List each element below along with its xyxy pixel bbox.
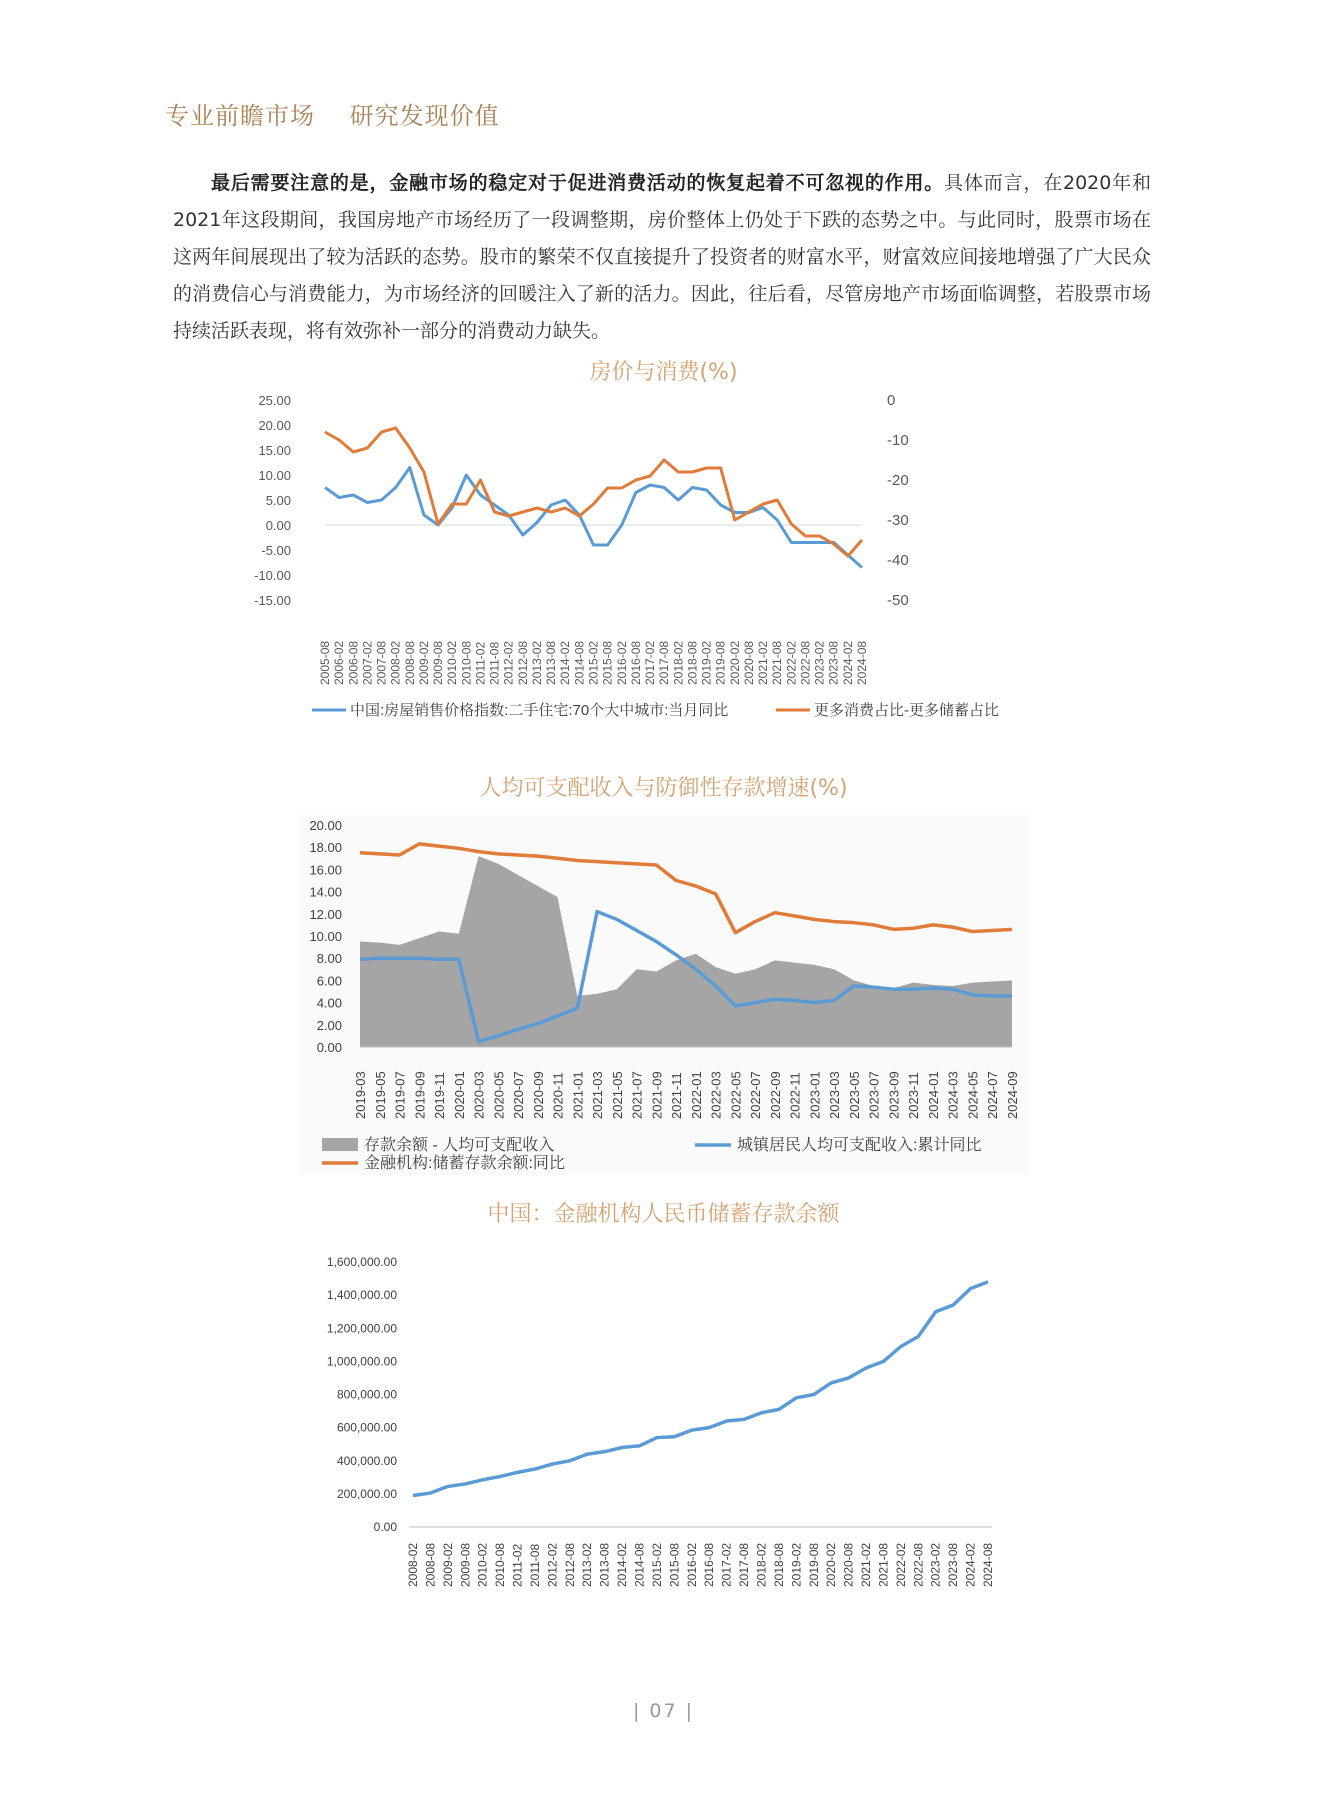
header-right: 研究发现价值 xyxy=(349,102,500,130)
x-tick: 2015-02 xyxy=(586,640,601,685)
y-tick: 1,000,000.00 xyxy=(326,1354,397,1369)
series-line-0 xyxy=(325,468,862,568)
x-tick: 2019-02 xyxy=(699,640,714,685)
y-right-tick: -50 xyxy=(887,592,909,609)
x-tick: 2011-02 xyxy=(473,641,488,685)
y-tick: 4.00 xyxy=(316,995,342,1011)
x-tick: 2014-02 xyxy=(558,640,573,685)
x-tick: 2016-02 xyxy=(684,1542,699,1587)
y-right-tick: -40 xyxy=(887,552,909,569)
x-tick: 2019-07 xyxy=(392,1071,408,1119)
legend-label: 城镇居民人均可支配收入:累计同比 xyxy=(737,1137,982,1154)
x-tick: 2009-02 xyxy=(440,1542,455,1587)
x-tick: 2013-08 xyxy=(544,640,559,685)
x-tick: 2021-02 xyxy=(859,1542,874,1587)
y-right-tick: -10 xyxy=(887,432,909,449)
x-tick: 2012-08 xyxy=(515,640,530,685)
x-tick: 2018-08 xyxy=(771,1542,786,1587)
y-tick: 16.00 xyxy=(309,862,342,878)
y-tick: 1,200,000.00 xyxy=(326,1321,397,1336)
x-tick: 2017-02 xyxy=(719,1542,734,1587)
y-right-tick: -30 xyxy=(887,512,909,529)
x-tick: 2007-02 xyxy=(360,640,375,685)
y-tick: 6.00 xyxy=(316,973,342,989)
x-tick: 2024-08 xyxy=(981,1542,995,1587)
x-tick: 2024-05 xyxy=(965,1071,981,1119)
y-tick: 600,000.00 xyxy=(336,1420,397,1435)
y-tick: 8.00 xyxy=(316,951,342,967)
x-tick: 2017-08 xyxy=(657,640,672,685)
y-left-tick: 15.00 xyxy=(258,443,291,458)
x-tick: 2024-07 xyxy=(985,1071,1001,1119)
legend-label: 金融机构:储蓄存款余额:同比 xyxy=(364,1155,565,1172)
chart1-housing-consumption xyxy=(254,385,1060,725)
x-tick: 2020-05 xyxy=(491,1071,507,1119)
x-tick: 2022-09 xyxy=(767,1071,783,1119)
x-tick: 2020-02 xyxy=(824,1542,839,1587)
x-tick: 2020-02 xyxy=(727,640,742,685)
y-left-tick: 0.00 xyxy=(265,518,291,533)
x-tick: 2006-08 xyxy=(346,640,361,685)
body-paragraph xyxy=(173,165,1151,350)
savings-balance-line xyxy=(413,1282,988,1496)
x-tick: 2024-02 xyxy=(840,640,855,685)
y-tick: 1,600,000.00 xyxy=(326,1255,397,1269)
paragraph-bold: 最后需要注意的是，金融市场的稳定对于促进消费活动的恢复起着不可忽视的作用。 xyxy=(211,172,945,194)
x-tick: 2017-02 xyxy=(643,640,658,685)
chart1-title: 房价与消费(%) xyxy=(589,360,738,385)
x-tick: 2021-02 xyxy=(756,640,771,685)
series-line-1 xyxy=(325,428,862,556)
x-tick: 2023-07 xyxy=(866,1071,882,1119)
x-tick: 2019-08 xyxy=(806,1542,821,1587)
x-tick: 2021-03 xyxy=(590,1071,606,1119)
x-tick: 2020-07 xyxy=(511,1071,527,1119)
x-tick: 2009-02 xyxy=(416,640,431,685)
x-tick: 2012-02 xyxy=(501,640,516,685)
y-tick: 12.00 xyxy=(309,906,342,922)
y-tick: 18.00 xyxy=(309,840,342,856)
x-tick: 2021-11 xyxy=(669,1072,685,1119)
y-left-tick: 5.00 xyxy=(265,493,291,508)
x-tick: 2019-09 xyxy=(412,1071,428,1119)
x-tick: 2022-05 xyxy=(728,1071,744,1119)
x-tick: 2022-03 xyxy=(708,1071,724,1119)
x-tick: 2008-08 xyxy=(402,640,417,685)
x-tick: 2020-11 xyxy=(550,1072,566,1119)
x-tick: 2024-01 xyxy=(925,1071,941,1119)
x-tick: 2006-02 xyxy=(332,640,347,685)
x-tick: 2022-11 xyxy=(787,1072,803,1119)
x-tick: 2017-08 xyxy=(737,1542,752,1587)
x-tick: 2022-02 xyxy=(893,1542,908,1587)
x-tick: 2022-08 xyxy=(798,640,813,685)
chart2-title: 人均可支配收入与防御性存款增速(%) xyxy=(479,776,848,801)
paragraph-rest: 具体而言，在2020年和2021年这段期间，我国房地产市场经历了一段调整期，房价整体上仍处于下跌的态势之中。与此同时，股票市场在这两年间展现出了较为活跃的态势。股市的繁荣不仅直接提升了投资者的财富水平，财富效应间接地增强了广大民众的消费信心与消费能力，为市场经济的回暖注入了新的活力。因此，往后看，尽管房地产市场面临调整，若股票市场持续活跃表现，将有效弥补一部分的消费动力缺失。 xyxy=(173,172,1151,342)
x-tick: 2007-08 xyxy=(374,640,389,685)
chart3-title: 中国：金融机构人民币储蓄存款余额 xyxy=(487,1202,840,1227)
y-tick: 14.00 xyxy=(309,884,342,900)
y-tick: 400,000.00 xyxy=(336,1453,397,1468)
x-tick: 2019-08 xyxy=(713,640,728,685)
x-tick: 2015-08 xyxy=(667,1542,682,1587)
x-tick: 2012-02 xyxy=(545,1542,560,1587)
y-left-tick: -15.00 xyxy=(254,593,291,608)
header-left: 专业前瞻市场 xyxy=(165,102,315,130)
legend-label: 中国:房屋销售价格指数:二手住宅:70个大中城市:当月同比 xyxy=(350,702,729,719)
x-tick: 2016-08 xyxy=(702,1542,717,1587)
x-tick: 2023-08 xyxy=(826,640,841,685)
x-tick: 2023-02 xyxy=(928,1542,943,1587)
x-tick: 2013-02 xyxy=(529,640,544,685)
x-tick: 2009-08 xyxy=(431,640,446,685)
x-tick: 2018-08 xyxy=(685,640,700,685)
x-tick: 2013-08 xyxy=(597,1542,612,1587)
x-tick: 2005-08 xyxy=(318,640,332,685)
x-tick: 2023-11 xyxy=(906,1072,922,1119)
x-tick: 2024-03 xyxy=(945,1071,961,1119)
x-tick: 2010-02 xyxy=(445,640,460,685)
x-tick: 2011-02 xyxy=(510,1543,525,1587)
y-left-tick: 20.00 xyxy=(258,418,291,433)
x-tick: 2021-07 xyxy=(629,1071,645,1119)
y-tick: 2.00 xyxy=(316,1017,342,1033)
y-tick: 200,000.00 xyxy=(336,1486,397,1501)
x-tick: 2023-05 xyxy=(846,1071,862,1119)
x-tick: 2013-02 xyxy=(580,1542,595,1587)
chart2-income-deposit xyxy=(300,815,1030,1175)
x-tick: 2024-02 xyxy=(963,1542,978,1587)
x-tick: 2018-02 xyxy=(671,640,686,685)
x-tick: 2024-08 xyxy=(855,640,869,685)
x-tick: 2016-08 xyxy=(628,640,643,685)
x-tick: 2008-02 xyxy=(406,1542,420,1587)
x-tick: 2023-03 xyxy=(827,1071,843,1119)
y-tick: 800,000.00 xyxy=(336,1387,397,1402)
y-tick: 1,400,000.00 xyxy=(326,1288,397,1303)
x-tick: 2021-08 xyxy=(876,1542,891,1587)
y-tick: 20.00 xyxy=(309,818,342,833)
x-tick: 2022-07 xyxy=(748,1071,764,1119)
x-tick: 2014-08 xyxy=(572,640,587,685)
y-left-tick: 25.00 xyxy=(258,393,291,408)
x-tick: 2022-08 xyxy=(911,1542,926,1587)
x-tick: 2020-08 xyxy=(841,1542,856,1587)
x-tick: 2014-08 xyxy=(632,1542,647,1587)
y-left-tick: 10.00 xyxy=(258,468,291,483)
x-tick: 2019-03 xyxy=(353,1071,368,1119)
page-header xyxy=(165,96,526,131)
legend-label: 存款余额 - 人均可支配收入 xyxy=(364,1137,555,1154)
x-tick: 2010-08 xyxy=(459,640,474,685)
x-tick: 2010-08 xyxy=(493,1542,508,1587)
x-tick: 2023-02 xyxy=(812,640,827,685)
x-tick: 2020-09 xyxy=(530,1071,546,1119)
x-tick: 2010-02 xyxy=(475,1542,490,1587)
y-tick: 0.00 xyxy=(316,1040,342,1055)
y-left-tick: -5.00 xyxy=(261,543,291,558)
x-tick: 2015-08 xyxy=(600,640,615,685)
y-tick: 10.00 xyxy=(309,929,342,944)
legend-label: 更多消费占比-更多储蓄占比 xyxy=(814,702,999,719)
x-tick: 2022-02 xyxy=(784,640,799,685)
x-tick: 2021-01 xyxy=(570,1071,586,1119)
x-tick: 2019-02 xyxy=(789,1542,804,1587)
page-number: | 07 | xyxy=(632,1700,695,1722)
x-tick: 2008-08 xyxy=(423,1542,438,1587)
x-tick: 2019-05 xyxy=(372,1071,388,1119)
x-tick: 2023-09 xyxy=(886,1071,902,1119)
x-tick: 2014-02 xyxy=(615,1542,630,1587)
x-tick: 2022-01 xyxy=(688,1071,704,1119)
x-tick: 2019-11 xyxy=(432,1072,448,1119)
x-tick: 2012-08 xyxy=(562,1542,577,1587)
legend-swatch-gray xyxy=(322,1138,358,1151)
x-tick: 2021-09 xyxy=(649,1071,665,1119)
x-tick: 2023-01 xyxy=(807,1071,823,1119)
x-tick: 2024-09 xyxy=(1005,1071,1020,1119)
x-tick: 2008-02 xyxy=(388,640,403,685)
x-tick: 2016-02 xyxy=(614,640,629,685)
y-left-tick: -10.00 xyxy=(254,568,291,583)
y-right-tick: 0 xyxy=(887,392,896,409)
x-tick: 2009-08 xyxy=(458,1542,473,1587)
y-tick: 0.00 xyxy=(373,1520,397,1534)
x-tick: 2023-08 xyxy=(946,1542,961,1587)
x-tick: 2015-02 xyxy=(649,1542,664,1587)
y-right-tick: -20 xyxy=(887,472,909,489)
x-tick: 2021-08 xyxy=(770,640,785,685)
x-tick: 2020-03 xyxy=(471,1071,487,1119)
chart3-savings-balance xyxy=(300,1240,1020,1600)
x-tick: 2020-08 xyxy=(741,640,756,685)
x-tick: 2018-02 xyxy=(754,1542,769,1587)
x-tick: 2020-01 xyxy=(451,1071,467,1119)
x-tick: 2021-05 xyxy=(609,1071,625,1119)
x-tick: 2011-08 xyxy=(487,641,502,685)
x-tick: 2011-08 xyxy=(527,1543,542,1587)
